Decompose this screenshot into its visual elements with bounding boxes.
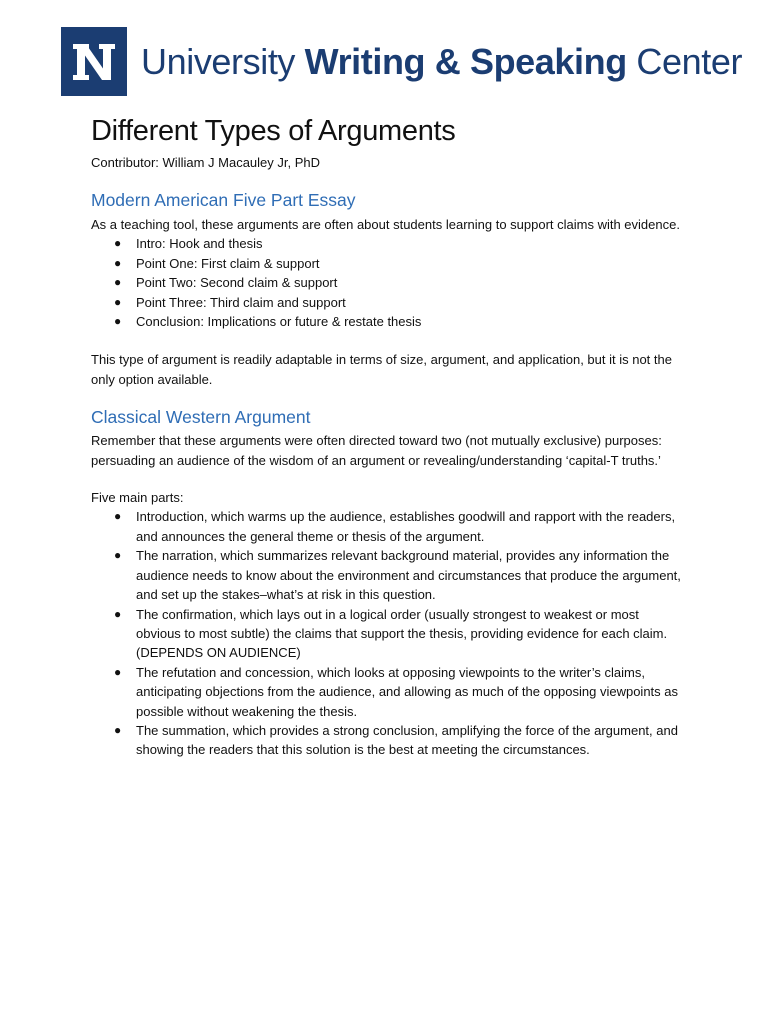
org-name-light: University bbox=[141, 40, 305, 82]
contributor-line: Contributor: William J Macauley Jr, PhD bbox=[91, 155, 321, 170]
bullet-icon: ● bbox=[114, 722, 122, 737]
bullet-icon: ● bbox=[114, 606, 122, 621]
list-item bbox=[91, 254, 681, 273]
list-item bbox=[91, 663, 681, 721]
spacer bbox=[91, 331, 681, 350]
list-item-text: The summation, which provides a strong conclusion, amplifying the force of the argument, and showing the readers that this solution is the best at meeting the circumstances. bbox=[136, 722, 678, 758]
page-header bbox=[61, 27, 742, 96]
bullet-icon: ● bbox=[114, 255, 122, 270]
list-item bbox=[91, 312, 681, 331]
bullet-icon: ● bbox=[114, 275, 122, 290]
bullet-icon: ● bbox=[114, 664, 122, 679]
university-logo bbox=[61, 27, 127, 96]
section-heading-five-part: Modern American Five Part Essay bbox=[91, 190, 356, 210]
list-item-text: The refutation and concession, which looks at opposing viewpoints to the writer’s claims, anticipating objections from the audience, and allowing as much of the opposing viewpoints as possible without weakening the thesis. bbox=[136, 664, 679, 719]
org-name-bold: Writing & Speaking bbox=[304, 40, 627, 82]
list-item bbox=[91, 605, 681, 663]
section1-intro: As a teaching tool, these arguments are often about students learning to support claims with evidence. bbox=[91, 217, 680, 232]
n-logo-icon bbox=[69, 40, 119, 84]
section-heading-classical: Classical Western Argument bbox=[91, 407, 311, 428]
section1-bullet-list bbox=[91, 234, 681, 331]
list-item bbox=[91, 273, 681, 292]
bullet-icon: ● bbox=[114, 294, 122, 309]
section2-bullet-list bbox=[91, 507, 681, 759]
bullet-icon: ● bbox=[114, 509, 122, 524]
list-item bbox=[91, 546, 681, 604]
spacer bbox=[91, 470, 681, 488]
bullet-icon: ● bbox=[114, 236, 122, 251]
document-title: Different Types of Arguments bbox=[91, 115, 456, 147]
list-item bbox=[91, 507, 681, 546]
section1-closing: This type of argument is readily adaptable in terms of size, argument, and application, but it is not the only option available. bbox=[91, 352, 672, 387]
list-item-text: Point Three: Third claim and support bbox=[136, 294, 346, 310]
org-name-tail: Center bbox=[626, 40, 743, 82]
org-name bbox=[141, 42, 742, 82]
list-item-text: Introduction, which warms up the audience, establishes goodwill and rapport with the readers, and announces the general theme or thesis of the argument. bbox=[136, 509, 676, 544]
list-item bbox=[91, 293, 681, 312]
bullet-icon: ● bbox=[114, 548, 122, 563]
list-item-text: Intro: Hook and thesis bbox=[136, 236, 263, 252]
document-body bbox=[91, 112, 681, 760]
list-item-text: The narration, which summarizes relevant background material, provides any information the audience needs to know about the environment and circumstances that produce the argument, and set up the stakes–what’s at risk in this question. bbox=[136, 548, 681, 603]
bullet-icon: ● bbox=[114, 314, 122, 329]
list-item-text: Point One: First claim & support bbox=[136, 255, 320, 271]
list-item-text: The confirmation, which lays out in a logical order (usually strongest to weakest or most obvious to most subtle) the claims that support the thesis, providing evidence for each claim. (DEPENDS ON AUDIENCE) bbox=[136, 606, 668, 661]
list-item-text: Point Two: Second claim & support bbox=[136, 275, 338, 291]
list-item-text: Conclusion: Implications or future & restate thesis bbox=[136, 314, 422, 330]
section2-intro: Remember that these arguments were often directed toward two (not mutually exclusive) purposes: persuading an audience of the wisdom of an argument or revealing/understanding ‘capital-T truths.’ bbox=[91, 433, 662, 468]
list-item bbox=[91, 234, 681, 253]
parts-label: Five main parts: bbox=[91, 490, 184, 506]
list-item bbox=[91, 721, 681, 760]
